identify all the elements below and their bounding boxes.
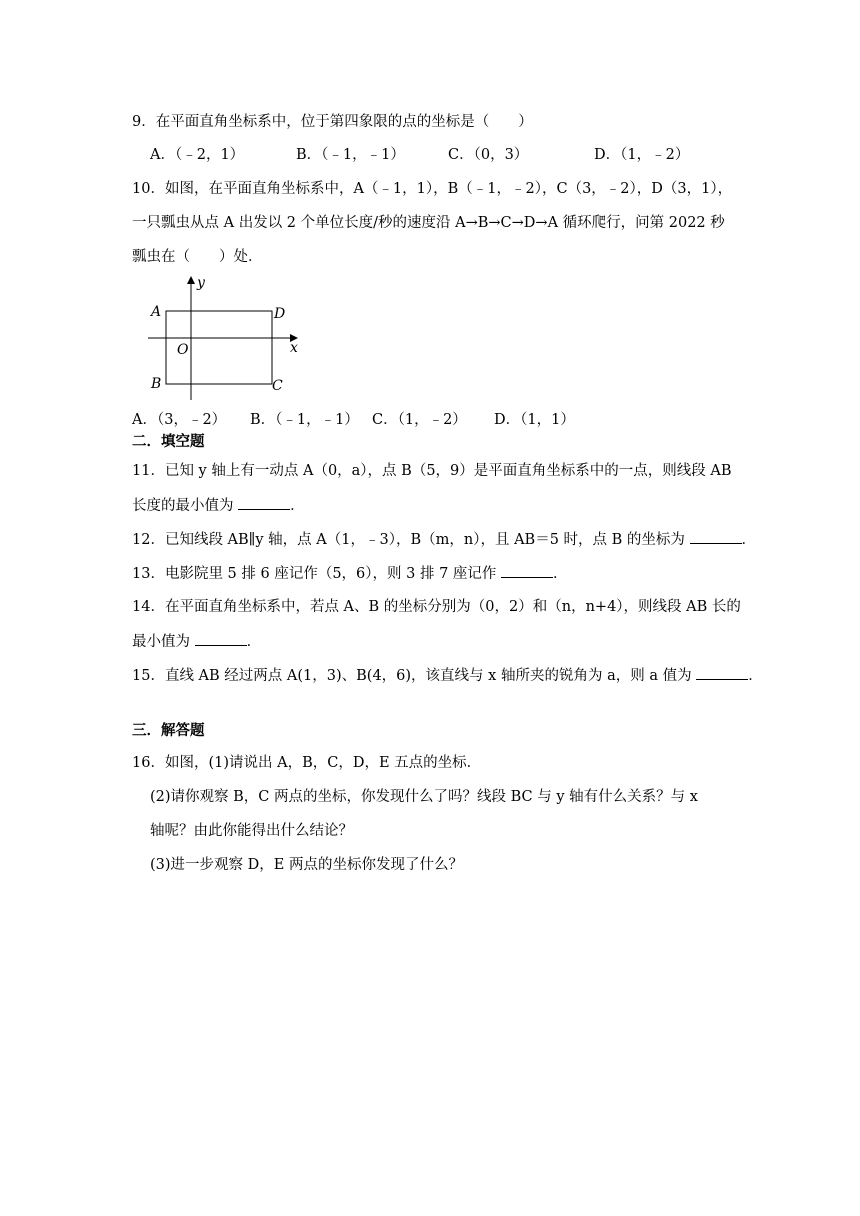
q10-option-d: D．（1，1） [494,412,575,428]
q14-line1: 14．在平面直角坐标系中，若点 A、B 的坐标分别为（0，2）和（n，n+4），则线段 AB 长的 [132,599,741,615]
q11-line1: 11．已知 y 轴上有一动点 A（0，a），点 B（5，9）是平面直角坐标系中的一点，则线段 AB [132,463,732,479]
label-y: y [197,275,205,291]
q10-line2: 一只瓢虫从点 A 出发以 2 个单位长度/秒的速度沿 A→B→C→D→A 循环爬行，问第 2022 秒 [132,215,725,231]
q10-line3: 瓢虫在（ ）处． [132,249,263,265]
q11-answer-blank [238,495,290,510]
q12-period: ． [741,532,757,548]
q10-line1: 10．如图，在平面直角坐标系中，A（﹣1，1），B（﹣1，﹣2），C（3，﹣2），D（3，1）， [132,181,733,197]
y-axis-arrow-icon [187,276,195,284]
q12-answer-blank [690,529,742,544]
q9-stem: 9．在平面直角坐标系中，位于第四象限的点的坐标是（ ） [132,114,533,130]
q16-line2: (2)请你观察 B，C 两点的坐标，你发现什么了吗？线段 BC 与 y 轴有什么关系？与 x [150,789,698,805]
label-o: O [177,342,189,358]
q12-line [132,529,756,550]
q14-answer-blank [195,631,247,646]
q14-line2-text: 最小值为 [132,634,190,650]
q9-option-a: A．（﹣2，1） [150,147,245,163]
q13-line [132,563,568,584]
q13-period: ． [553,566,568,582]
q9-option-c: C．（0，3） [448,147,529,163]
label-x: x [290,340,298,356]
q10-option-c: C．（1，﹣2） [372,412,467,428]
label-c: C [272,378,283,394]
q10-option-b: B．（﹣1，﹣1） [250,412,359,428]
q9-option-d: D．（1，﹣2） [594,147,690,163]
q11-line2 [132,495,305,516]
q9-option-b: B．（﹣1，﹣1） [296,147,405,163]
label-b: B [151,376,162,392]
q11-period: ． [290,498,305,514]
q11-line2-text: 长度的最小值为 [132,498,234,514]
label-a: A [151,304,162,320]
q10-option-a: A．（3，﹣2） [132,412,227,428]
q13-answer-blank [501,563,553,578]
q16-line1: 16．如图，(1)请说出 A，B，C，D，E 五点的坐标． [132,755,482,771]
section-fill-in-heading: 二．填空题 [132,433,205,450]
q13-text: 13．电影院里 5 排 6 座记作（5，6），则 3 排 7 座记作 [132,566,497,582]
q14-period: ． [246,634,262,650]
q15-text: 15．直线 AB 经过两点 A(1，3)、B(4，6)，该直线与 x 轴所夹的锐角为 a，则 a 值为 [132,668,692,684]
q12-text: 12．已知线段 AB∥y 轴，点 A（1，﹣3），B（m，n），且 AB＝5 时，点 B 的坐标为 [132,532,685,548]
q15-line [132,665,763,686]
q15-answer-blank [696,665,748,680]
q14-line2 [132,631,261,652]
label-d: D [274,306,286,322]
q15-period: ． [748,668,763,684]
section-answer-heading: 三．解答题 [132,722,205,739]
q16-line3: 轴呢？由此你能得出什么结论？ [150,823,353,839]
q10-figure [140,272,310,404]
q16-line4: (3)进一步观察 D，E 两点的坐标你发现了什么？ [150,857,463,873]
